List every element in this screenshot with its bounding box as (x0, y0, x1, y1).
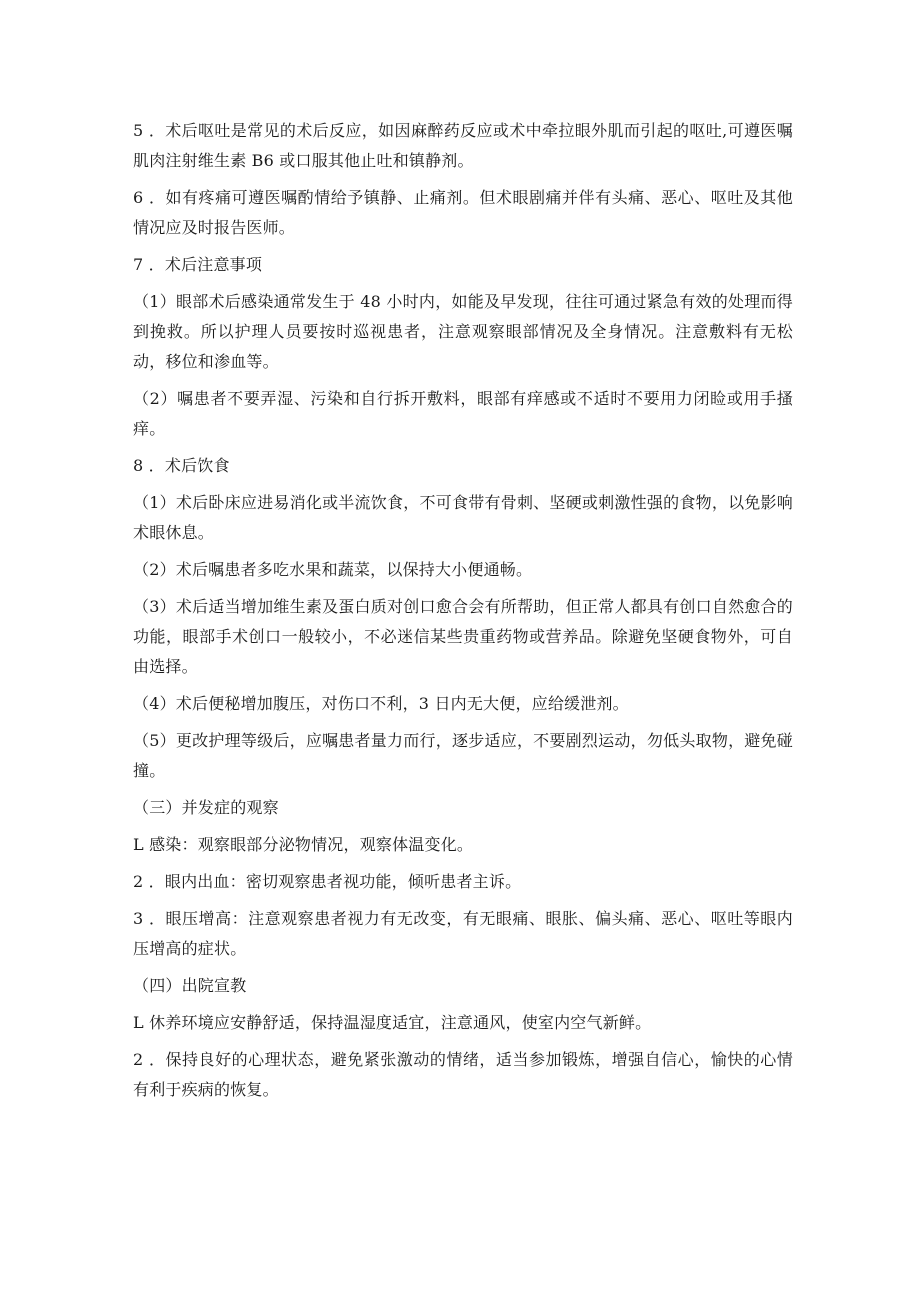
paragraph-diet-2: （2）术后嘱患者多吃水果和蔬菜，以保持大小便通畅。 (133, 560, 533, 579)
section-heading-complications: （三）并发症的观察 (133, 798, 279, 817)
paragraph-complication-bleeding: 2 ．眼内出血：密切观察患者视功能，倾听患者主诉。 (133, 872, 522, 891)
paragraph-diet-3: （3）术后适当增加维生素及蛋白质对创口愈合会有所帮助，但正常人都具有创口自然愈合的功能，眼部手术创口一般较小，不必迷信某些贵重药物或营养品。除避免坚硬食物外，可自由选择。 (133, 597, 793, 676)
paragraph-precaution-2: （2）嘱患者不要弄湿、污染和自行拆开敷料，眼部有痒感或不适时不要用力闭睑或用手搔痒。 (133, 389, 793, 438)
paragraph-diet-4: （4）术后便秘增加腹压，对伤口不利，3 日内无大便，应给缓泄剂。 (133, 694, 629, 713)
paragraph-diet-5: （5）更改护理等级后，应嘱患者量力而行，逐步适应，不要剧烈运动，勿低头取物，避免碰撞。 (133, 731, 793, 780)
paragraph-item-5-vomiting: 5 ．术后呕吐是常见的术后反应，如因麻醉药反应或术中牵拉眼外肌而引起的呕吐,可遵医嘱肌肉注射维生素 B6 或口服其他止吐和镇静剂。 (133, 121, 793, 170)
paragraph-diet-1: （1）术后卧床应进易消化或半流饮食，不可食带有骨刺、坚硬或刺激性强的食物，以免影响术眼休息。 (133, 493, 793, 542)
paragraph-item-6-pain: 6 ．如有疼痛可遵医嘱酌情给予镇静、止痛剂。但术眼剧痛并伴有头痛、恶心、呕吐及其他情况应及时报告医师。 (133, 188, 793, 237)
paragraph-discharge-1: L 休养环境应安静舒适，保持温湿度适宜，注意通风，使室内空气新鲜。 (133, 1013, 652, 1032)
document-body (133, 116, 793, 1112)
paragraph-precaution-1: （1）眼部术后感染通常发生于 48 小时内，如能及早发现，往往可通过紧急有效的处理而得到挽救。所以护理人员要按时巡视患者，注意观察眼部情况及全身情况。注意敷料有无松动，移位和渗血等。 (133, 292, 793, 371)
section-heading-discharge-education: （四）出院宣教 (133, 976, 247, 995)
paragraph-complication-pressure: 3 ．眼压增高：注意观察患者视力有无改变，有无眼痛、眼胀、偏头痛、恶心、呕吐等眼内压增高的症状。 (133, 909, 793, 958)
paragraph-discharge-2: 2 ．保持良好的心理状态，避免紧张激动的情绪，适当参加锻炼，增强自信心，愉快的心情有利于疾病的恢复。 (133, 1050, 793, 1099)
paragraph-complication-infection: L 感染：观察眼部分泌物情况，观察体温变化。 (133, 835, 474, 854)
section-heading-postop-diet: 8 ．术后饮食 (133, 456, 230, 475)
section-heading-postop-precautions: 7 ．术后注意事项 (133, 255, 263, 274)
